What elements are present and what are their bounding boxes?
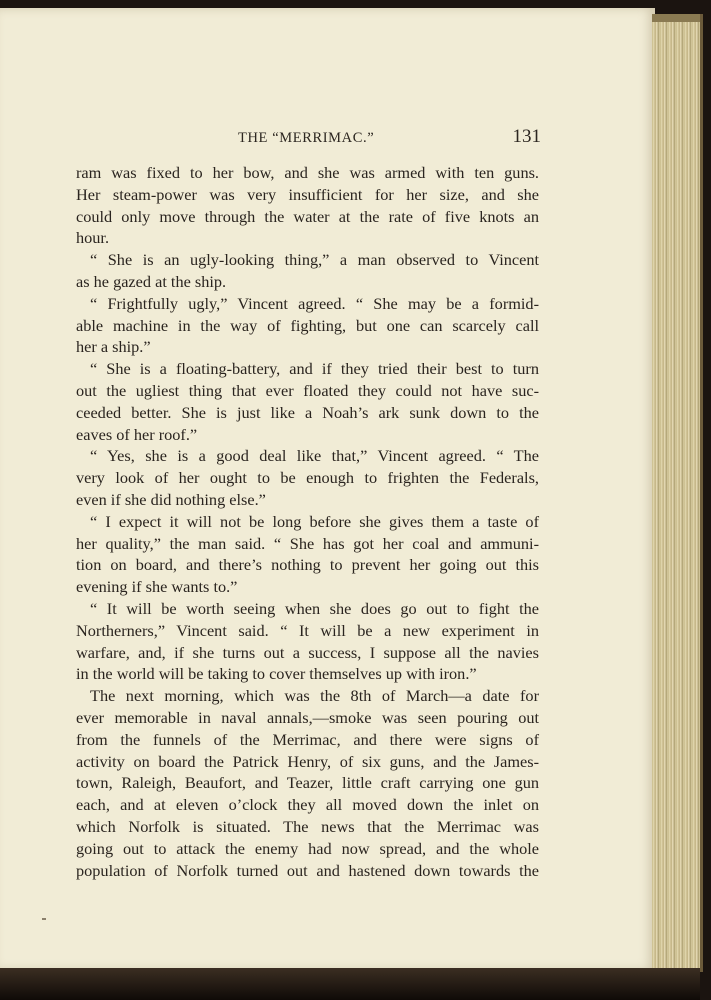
text-line: The next morning, which was the 8th of March—a date for bbox=[90, 686, 539, 706]
page-number: 131 bbox=[512, 126, 541, 147]
text-line: ram was fixed to her bow, and she was armed with ten guns. bbox=[76, 163, 539, 182]
text-line: “ Frightfully ugly,” Vincent agreed. “ She may be a formid- bbox=[90, 293, 539, 313]
text-line: Northerners,” Vincent said. “ It will be a new experiment in bbox=[76, 620, 539, 640]
text-line: tion on board, and there’s nothing to prevent her going out this bbox=[76, 555, 539, 575]
text-line: “ She is a floating-battery, and if they tried their best to turn bbox=[90, 359, 539, 379]
text-line: could only move through the water at the rate of five knots an bbox=[76, 206, 539, 226]
text-line: Her steam-power was very insufficient for her size, and she bbox=[76, 184, 539, 204]
text-line: “ Yes, she is a good deal like that,” Vincent agreed. “ The bbox=[90, 446, 539, 466]
text-line: from the funnels of the Merrimac, and there were signs of bbox=[76, 729, 539, 749]
text-line: “ It will be worth seeing when she does go out to fight the bbox=[90, 598, 539, 618]
text-line: as he gazed at the ship. bbox=[76, 271, 227, 291]
text-line: in the world will be taking to cover themselves up with iron.” bbox=[76, 664, 477, 684]
book-page bbox=[0, 8, 655, 970]
body-text bbox=[76, 162, 539, 881]
text-line: activity on board the Patrick Henry, of six guns, and the James- bbox=[76, 751, 539, 771]
text-line: ceeded better. She is just like a Noah’s ark sunk down to the bbox=[76, 402, 539, 422]
text-line: evening if she wants to.” bbox=[76, 577, 238, 597]
running-head: THE “MERRIMAC.” bbox=[238, 130, 375, 146]
text-line: “ I expect it will not be long before she gives them a taste of bbox=[90, 511, 539, 531]
text-line: town, Raleigh, Beaufort, and Teazer, little craft carrying one gun bbox=[76, 773, 539, 793]
text-line: out the ugliest thing that ever floated they could not have suc- bbox=[76, 380, 539, 400]
text-line: hour. bbox=[76, 228, 110, 248]
text-line: warfare, and, if she turns out a success, I suppose all the navies bbox=[76, 642, 539, 662]
text-line: ever memorable in naval annals,—smoke was seen pouring out bbox=[76, 707, 539, 727]
text-line: population of Norfolk turned out and hastened down towards the bbox=[76, 860, 539, 880]
page-edges bbox=[652, 14, 703, 972]
text-line: each, and at eleven o’clock they all moved down the inlet on bbox=[76, 795, 539, 815]
text-line: her a ship.” bbox=[76, 337, 151, 357]
text-line: her quality,” the man said. “ She has got her coal and ammuni- bbox=[76, 533, 539, 553]
binding-shadow bbox=[0, 968, 700, 1000]
text-line: which Norfolk is situated. The news that the Merrimac was bbox=[76, 816, 539, 836]
text-line: able machine in the way of fighting, but one can scarcely call bbox=[76, 315, 539, 335]
print-speck bbox=[42, 918, 46, 920]
page-header bbox=[76, 126, 541, 150]
text-line: eaves of her roof.” bbox=[76, 424, 198, 444]
text-line: “ She is an ugly-looking thing,” a man observed to Vincent bbox=[90, 250, 539, 270]
text-line: very look of her ought to be enough to frighten the Federals, bbox=[76, 468, 539, 488]
text-line: going out to attack the enemy had now spread, and the whole bbox=[76, 838, 539, 858]
text-line: even if she did nothing else.” bbox=[76, 489, 266, 509]
